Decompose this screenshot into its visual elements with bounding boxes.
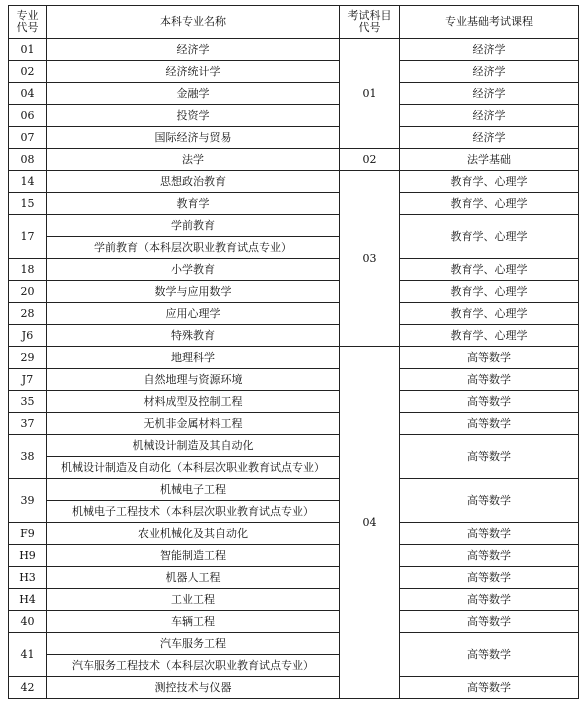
major-code-cell: 35	[9, 391, 47, 413]
exam-course-cell: 经济学	[400, 39, 579, 61]
major-code-cell: 18	[9, 259, 47, 281]
major-name-cell	[47, 149, 340, 171]
table-row	[9, 589, 579, 611]
major-name-cell	[47, 171, 340, 193]
major-name: 工业工程	[171, 593, 215, 606]
major-name: 思想政治教育	[160, 175, 226, 188]
exam-course-cell: 高等数学	[400, 479, 579, 523]
table-row	[9, 567, 579, 589]
major-name: 金融学	[176, 87, 210, 100]
exam-course-cell: 法学基础	[400, 149, 579, 171]
header-subject-code: 考试科目 代号	[340, 6, 400, 39]
major-name: 国际经济与贸易	[154, 131, 232, 144]
major-name-cell	[47, 479, 340, 523]
exam-course-cell: 高等数学	[400, 347, 579, 369]
exam-course-cell: 经济学	[400, 61, 579, 83]
table-row	[9, 149, 579, 171]
major-name: 测控技术与仪器	[154, 681, 232, 694]
major-name-cell	[47, 61, 340, 83]
table-row	[9, 303, 579, 325]
table-row	[9, 435, 579, 479]
major-name-cell	[47, 611, 340, 633]
major-name: 汽车服务工程技术（本科层次职业教育试点专业）	[47, 654, 339, 676]
major-name: 农业机械化及其自动化	[138, 527, 248, 540]
table-row	[9, 479, 579, 523]
major-code-cell: 28	[9, 303, 47, 325]
major-code-cell: H9	[9, 545, 47, 567]
major-code-cell: 29	[9, 347, 47, 369]
major-name-cell	[47, 193, 340, 215]
major-name: 汽车服务工程	[160, 637, 226, 650]
subject-code-cell: 01	[340, 39, 400, 149]
table-row	[9, 83, 579, 105]
major-code-cell: 42	[9, 677, 47, 699]
table-row	[9, 677, 579, 699]
major-name: 材料成型及控制工程	[143, 395, 243, 408]
major-name-cell	[47, 677, 340, 699]
table-row	[9, 413, 579, 435]
major-code-cell: 37	[9, 413, 47, 435]
subject-code-cell: 02	[340, 149, 400, 171]
exam-course-cell: 高等数学	[400, 391, 579, 413]
exam-course-cell: 教育学、心理学	[400, 193, 579, 215]
major-name-cell	[47, 633, 340, 677]
table-header-row	[9, 6, 579, 39]
major-name-cell	[47, 545, 340, 567]
major-name-cell	[47, 39, 340, 61]
major-code-cell: 06	[9, 105, 47, 127]
header-exam-course: 专业基础考试课程	[400, 6, 579, 39]
major-name-cell	[47, 83, 340, 105]
major-code-cell: 20	[9, 281, 47, 303]
table-row	[9, 523, 579, 545]
major-code-cell: J6	[9, 325, 47, 347]
exam-course-cell: 高等数学	[400, 633, 579, 677]
table-row	[9, 633, 579, 677]
table-row	[9, 545, 579, 567]
major-name: 经济统计学	[165, 65, 221, 78]
major-name: 机械设计制造及自动化（本科层次职业教育试点专业）	[47, 456, 339, 478]
exam-course-cell: 经济学	[400, 83, 579, 105]
major-name: 无机非金属材料工程	[143, 417, 243, 430]
table-row	[9, 325, 579, 347]
header-major-code: 专业 代号	[9, 6, 47, 39]
major-name: 自然地理与资源环境	[143, 373, 243, 386]
major-name: 机械电子工程	[160, 483, 226, 496]
exam-course-cell: 经济学	[400, 127, 579, 149]
exam-course-cell: 高等数学	[400, 435, 579, 479]
major-code-cell: 40	[9, 611, 47, 633]
major-code-cell: 41	[9, 633, 47, 677]
major-name-cell	[47, 413, 340, 435]
table-row	[9, 391, 579, 413]
exam-course-cell: 高等数学	[400, 589, 579, 611]
exam-course-cell: 教育学、心理学	[400, 171, 579, 193]
major-name-cell	[47, 325, 340, 347]
exam-course-cell: 教育学、心理学	[400, 281, 579, 303]
table-row	[9, 215, 579, 259]
exam-course-cell: 高等数学	[400, 567, 579, 589]
table-row	[9, 39, 579, 61]
major-name-cell	[47, 105, 340, 127]
major-name: 小学教育	[171, 263, 215, 276]
table-row	[9, 347, 579, 369]
exam-course-cell: 高等数学	[400, 369, 579, 391]
major-code-cell: 15	[9, 193, 47, 215]
table-row	[9, 127, 579, 149]
major-name-cell	[47, 127, 340, 149]
table-row	[9, 259, 579, 281]
exam-course-cell: 教育学、心理学	[400, 215, 579, 259]
major-name: 经济学	[176, 43, 210, 56]
major-code-cell: 08	[9, 149, 47, 171]
header-major-name: 本科专业名称	[47, 6, 340, 39]
major-code-cell: H3	[9, 567, 47, 589]
major-name: 车辆工程	[171, 615, 215, 628]
exam-course-cell: 经济学	[400, 105, 579, 127]
exam-course-cell: 高等数学	[400, 413, 579, 435]
major-name-cell	[47, 259, 340, 281]
exam-course-cell: 高等数学	[400, 677, 579, 699]
exam-course-cell: 教育学、心理学	[400, 259, 579, 281]
major-name-cell	[47, 523, 340, 545]
major-name: 机械设计制造及其自动化	[132, 439, 254, 452]
major-code-cell: 39	[9, 479, 47, 523]
major-name: 学前教育（本科层次职业教育试点专业）	[47, 236, 339, 258]
table-row	[9, 281, 579, 303]
major-code-cell: 01	[9, 39, 47, 61]
major-code-cell: 04	[9, 83, 47, 105]
table-row	[9, 171, 579, 193]
major-code-cell: H4	[9, 589, 47, 611]
major-code-cell: 17	[9, 215, 47, 259]
major-name: 投资学	[176, 109, 210, 122]
exam-course-cell: 教育学、心理学	[400, 303, 579, 325]
subject-code-cell: 04	[340, 347, 400, 699]
major-name-cell	[47, 567, 340, 589]
major-name: 法学	[182, 153, 204, 166]
major-code-cell: 02	[9, 61, 47, 83]
major-name: 机械电子工程技术（本科层次职业教育试点专业）	[47, 500, 339, 522]
table-row	[9, 369, 579, 391]
subject-code-cell: 03	[340, 171, 400, 347]
major-name-cell	[47, 435, 340, 479]
major-name: 应用心理学	[165, 307, 221, 320]
table-row	[9, 193, 579, 215]
major-name: 机器人工程	[165, 571, 221, 584]
major-name-cell	[47, 589, 340, 611]
major-code-cell: J7	[9, 369, 47, 391]
major-name-cell	[47, 391, 340, 413]
major-code-cell: 14	[9, 171, 47, 193]
table-row	[9, 105, 579, 127]
major-code-cell: F9	[9, 523, 47, 545]
exam-course-cell: 高等数学	[400, 611, 579, 633]
major-name-cell	[47, 281, 340, 303]
major-name-cell	[47, 347, 340, 369]
major-name-cell	[47, 303, 340, 325]
major-name: 学前教育	[171, 219, 215, 232]
major-name: 智能制造工程	[160, 549, 226, 562]
major-name-cell	[47, 369, 340, 391]
major-name: 数学与应用数学	[154, 285, 232, 298]
exam-course-cell: 高等数学	[400, 545, 579, 567]
exam-subject-table	[8, 5, 579, 699]
major-code-cell: 38	[9, 435, 47, 479]
major-name: 地理科学	[171, 351, 215, 364]
major-code-cell: 07	[9, 127, 47, 149]
major-name: 特殊教育	[171, 329, 215, 342]
table-row	[9, 61, 579, 83]
table-row	[9, 611, 579, 633]
exam-course-cell: 高等数学	[400, 523, 579, 545]
exam-course-cell: 教育学、心理学	[400, 325, 579, 347]
major-name: 教育学	[176, 197, 210, 210]
major-name-cell	[47, 215, 340, 259]
